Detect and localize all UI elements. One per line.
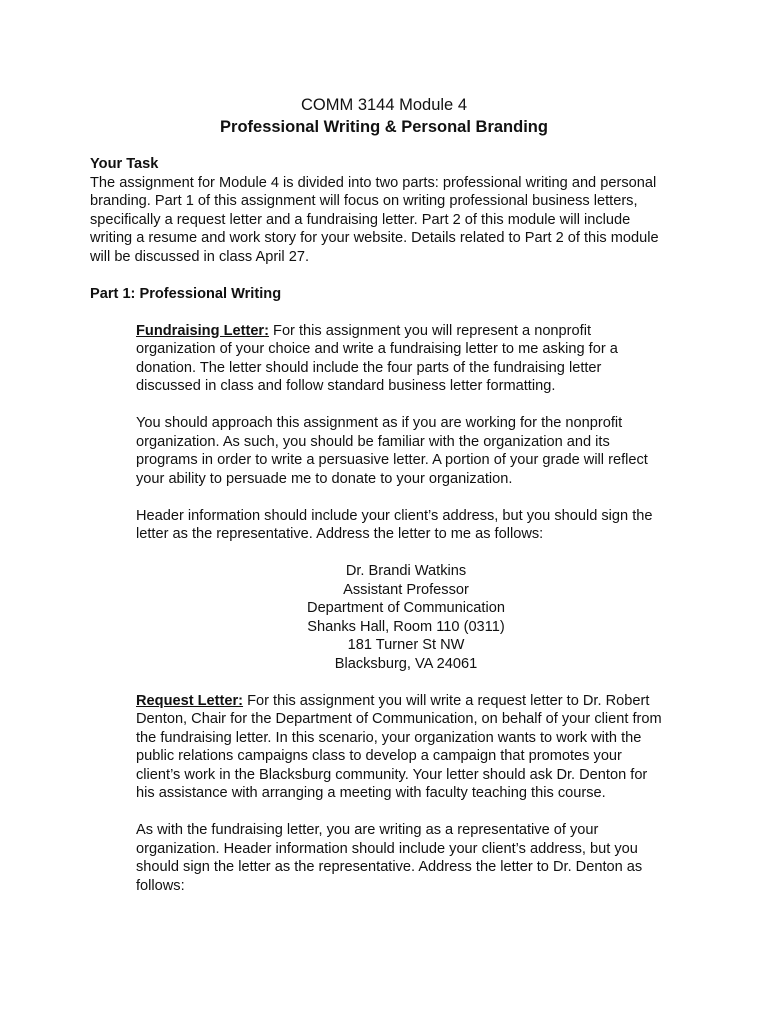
header-info-paragraph — [136, 507, 676, 544]
fundraising-line: organization of your choice and write a fundraising letter to me asking for a — [136, 341, 618, 357]
request-closing-paragraph — [136, 821, 676, 895]
fundraising-first-text: For this assignment you will represent a nonprofit — [268, 322, 591, 339]
approach-line: your ability to persuade me to donate to your organization. — [136, 470, 513, 487]
request-label: Request Letter: — [136, 692, 244, 709]
task-line: will be discussed in class April 27. — [90, 248, 310, 265]
request-line: client’s work in the Blacksburg community. Your letter should ask Dr. Denton for — [136, 766, 648, 783]
header-info-line: letter as the representative. Address the letter to me as follows: — [136, 526, 544, 542]
request-first-line — [136, 692, 676, 711]
address-line: Blacksburg, VA 24061 — [334, 655, 478, 672]
fundraising-paragraph — [136, 322, 676, 396]
your-task-heading: Your Task — [90, 156, 159, 172]
header-info-line: Header information should include your client’s address, but you should sign the — [136, 507, 653, 524]
address-line: Department of Communication — [307, 600, 505, 616]
document-title: COMM 3144 Module 4 — [301, 96, 467, 114]
closing-line: should sign the letter as the representative. Address the letter to Dr. Denton as — [136, 859, 643, 875]
fundraising-first-line — [136, 322, 676, 341]
approach-line: organization. As such, you should be familiar with the organization and its — [136, 433, 610, 450]
task-paragraph — [90, 174, 690, 267]
task-line: specifically a request letter and a fundraising letter. Part 2 of this module will include — [90, 211, 631, 228]
closing-line: follows: — [136, 877, 185, 894]
request-line: Denton, Chair for the Department of Communication, on behalf of your client from — [136, 711, 662, 727]
fundraising-label: Fundraising Letter: — [136, 322, 269, 339]
approach-paragraph — [136, 414, 676, 488]
task-line: The assignment for Module 4 is divided into two parts: professional writing and personal — [90, 174, 657, 191]
closing-line: organization. Header information should include your client’s address, but you — [136, 840, 638, 857]
request-line: public relations campaigns class to develop a campaign that promotes your — [136, 748, 622, 764]
address-line: Dr. Brandi Watkins — [345, 563, 467, 579]
document-subtitle: Professional Writing & Personal Branding — [220, 118, 548, 136]
approach-line: You should approach this assignment as if you are working for the nonprofit — [136, 415, 623, 431]
document-body — [90, 155, 690, 895]
fundraising-line: discussed in class and follow standard business letter formatting. — [136, 378, 556, 394]
task-line: writing a resume and work story for your website. Details related to Part 2 of this module — [90, 230, 659, 246]
request-first-text: For this assignment you will write a request letter to Dr. Robert — [243, 692, 650, 709]
address-line: 181 Turner St NW — [347, 637, 465, 653]
address-line: Shanks Hall, Room 110 (0311) — [307, 618, 505, 635]
approach-line: programs in order to write a persuasive letter. A portion of your grade will reflect — [136, 452, 648, 468]
part1-heading: Part 1: Professional Writing — [90, 285, 282, 302]
task-line: branding. Part 1 of this assignment will focus on writing professional business letters, — [90, 193, 638, 209]
request-paragraph — [136, 692, 676, 803]
request-line: the fundraising letter. In this scenario, your organization wants to work with the — [136, 729, 642, 746]
fundraising-line: donation. The letter should include the four parts of the fundraising letter — [136, 359, 602, 376]
address-line: Assistant Professor — [343, 581, 469, 598]
closing-line: As with the fundraising letter, you are writing as a representative of your — [136, 822, 599, 838]
mailing-address — [136, 562, 676, 673]
request-line: his assistance with arranging a meeting with faculty teaching this course. — [136, 785, 606, 801]
title-block — [0, 94, 768, 138]
